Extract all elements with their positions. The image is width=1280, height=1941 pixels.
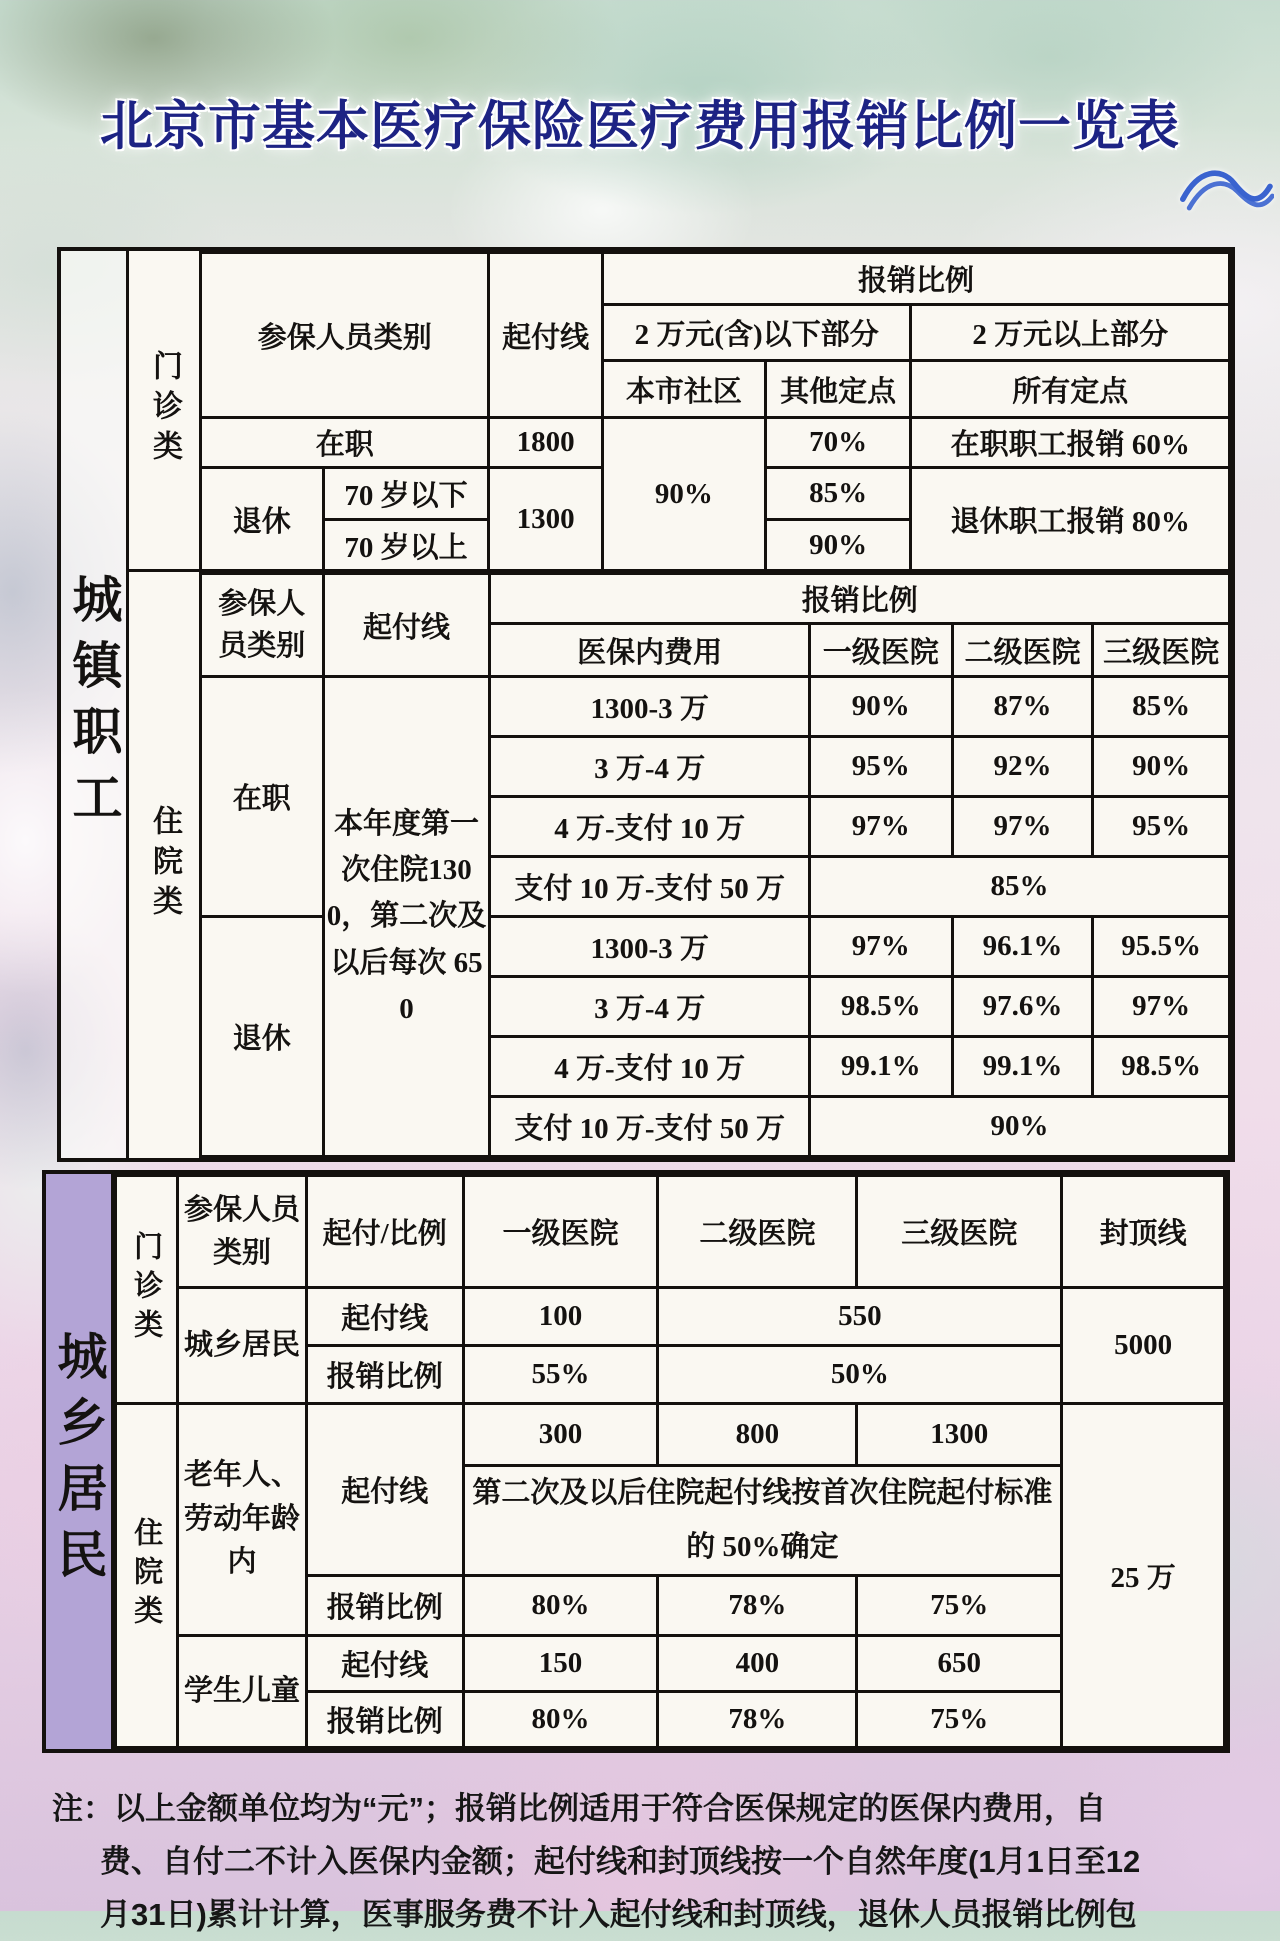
cell-students-label: 学生儿童 (178, 1636, 307, 1748)
cell-fee-range: 3 万-4 万 (490, 977, 810, 1037)
cell-ratio: 97% (809, 797, 952, 857)
cell-deductible-hosp2: 800 (658, 1404, 857, 1466)
cell-fee-range: 支付 10 万-支付 50 万 (490, 1097, 810, 1157)
cell-ratio: 97% (1093, 977, 1230, 1037)
cell-fee-range: 1300-3 万 (490, 677, 810, 737)
employee-inpatient-grid (199, 572, 1231, 1158)
cell-second-stay-note: 第二次及以后住院起付线按首次住院起付标准的 50%确定 (463, 1466, 1062, 1576)
footnote-line-1: 注：以上金额单位均为“元”；报销比例适用于符合医保规定的医保内费用，自 (52, 1791, 1106, 1826)
cell-deductible-label: 起付线 (306, 1404, 463, 1576)
cell-inpatient-cap: 25 万 (1062, 1404, 1225, 1748)
cell-ratio: 97% (809, 917, 952, 977)
cell-active-deductible: 1800 (489, 418, 603, 468)
cell-ratio: 92% (952, 737, 1093, 797)
page-title: 北京市基本医疗保险医疗费用报销比例一览表 (100, 97, 1180, 156)
cell-over70-other-ratio: 90% (765, 520, 911, 571)
header-hosp3: 三级医院 (857, 1176, 1062, 1288)
cell-fee-range: 4 万-支付 10 万 (490, 797, 810, 857)
cell-outpatient-cap: 5000 (1062, 1288, 1225, 1404)
header-person-category: 参保人员类别 (201, 574, 324, 677)
cell-active-all-ratio: 在职职工报销 60% (911, 418, 1230, 468)
header-reimbursement-ratio: 报销比例 (490, 574, 1230, 624)
inpatient-category-label: 住院类 (129, 572, 199, 1158)
cell-deductible-label: 起付线 (306, 1636, 463, 1692)
header-hosp1: 一级医院 (809, 624, 952, 677)
cell-deductible-hosp3: 650 (857, 1636, 1062, 1692)
cell-retired-deductible: 1300 (489, 468, 603, 571)
cell-deductible-hosp1: 100 (463, 1288, 658, 1346)
cell-deductible-hosp1: 300 (463, 1404, 658, 1466)
cell-fee-range: 3 万-4 万 (490, 737, 810, 797)
cell-fee-range: 1300-3 万 (490, 917, 810, 977)
header-hosp2: 二级医院 (952, 624, 1093, 677)
employee-outpatient-section (129, 251, 1231, 572)
resident-grid (114, 1174, 1226, 1749)
cell-ratio: 90% (1093, 737, 1230, 797)
cell-ratio-hosp3: 75% (857, 1576, 1062, 1636)
employee-outpatient-grid (199, 251, 1231, 572)
header-all-designated: 所有定点 (911, 361, 1230, 418)
cell-deductible-hosp2: 400 (658, 1636, 857, 1692)
cell-ratio-merged: 90% (809, 1097, 1229, 1157)
cell-ratio-hosp1: 80% (463, 1576, 658, 1636)
cell-deductible-hosp3: 1300 (857, 1404, 1062, 1466)
outpatient-category-label: 门诊类 (116, 1176, 178, 1404)
cell-ratio: 90% (809, 677, 952, 737)
cell-over70-label: 70 岁以上 (323, 520, 489, 571)
cell-deductible-merged: 550 (658, 1288, 1062, 1346)
header-threshold-ratio: 起付/比例 (306, 1176, 463, 1288)
header-person-category: 参保人员类别 (201, 253, 489, 418)
header-community: 本市社区 (602, 361, 765, 418)
outpatient-category-label: 门诊类 (129, 251, 199, 572)
cell-ratio-hosp2: 78% (658, 1692, 857, 1748)
header-hosp3: 三级医院 (1093, 624, 1230, 677)
resident-insurance-table (42, 1170, 1230, 1753)
inpatient-category-label: 住院类 (116, 1404, 178, 1748)
cell-community-ratio: 90% (602, 418, 765, 571)
footnote-line-3: 月31日)累计计算，医事服务费不计入起付线和封顶线，退休人员报销比例包 (100, 1897, 1137, 1932)
cell-retired-label: 退休 (201, 917, 324, 1157)
header-below-20k: 2 万元(含)以下部分 (602, 305, 910, 361)
cell-retired-all-ratio: 退休职工报销 80% (911, 468, 1230, 571)
cell-ratio: 98.5% (1093, 1037, 1230, 1097)
cell-resident-label: 城乡居民 (178, 1288, 307, 1404)
cell-ratio: 95% (809, 737, 952, 797)
cell-ratio: 96.1% (952, 917, 1093, 977)
employee-inpatient-section (129, 572, 1231, 1158)
cell-ratio: 85% (1093, 677, 1230, 737)
cell-fee-range: 支付 10 万-支付 50 万 (490, 857, 810, 917)
header-hosp2: 二级医院 (658, 1176, 857, 1288)
cell-ratio-merged: 50% (658, 1346, 1062, 1404)
cell-ratio-merged: 85% (809, 857, 1229, 917)
header-covered-fee: 医保内费用 (490, 624, 810, 677)
footnote-prefix: 注： (52, 1791, 114, 1826)
cell-elderly-label: 老年人、劳动年龄内 (178, 1404, 307, 1636)
cell-under70-other-ratio: 85% (765, 468, 911, 520)
cell-active-label: 在职 (201, 418, 489, 468)
header-deductible: 起付线 (489, 253, 603, 418)
cell-ratio-label: 报销比例 (306, 1346, 463, 1404)
cell-ratio: 97% (952, 797, 1093, 857)
header-reimbursement-ratio: 报销比例 (602, 253, 1229, 305)
cell-retired-label: 退休 (201, 468, 324, 571)
cell-ratio: 99.1% (952, 1037, 1093, 1097)
cell-active-label: 在职 (201, 677, 324, 917)
decorative-swirl-icon (1178, 162, 1274, 214)
cell-ratio: 95.5% (1093, 917, 1230, 977)
cell-ratio-hosp1: 55% (463, 1346, 658, 1404)
cell-ratio-label: 报销比例 (306, 1576, 463, 1636)
footnote-line-2: 费、自付二不计入医保内金额；起付线和封顶线按一个自然年度(1月1日至12 (100, 1844, 1141, 1879)
cell-ratio: 87% (952, 677, 1093, 737)
header-person-category: 参保人员类别 (178, 1176, 307, 1288)
cell-ratio: 98.5% (809, 977, 952, 1037)
cell-ratio-hosp3: 75% (857, 1692, 1062, 1748)
header-deductible: 起付线 (323, 574, 490, 677)
cell-under70-label: 70 岁以下 (323, 468, 489, 520)
cell-deductible-label: 起付线 (306, 1288, 463, 1346)
header-hosp1: 一级医院 (463, 1176, 658, 1288)
employee-group-label: 城镇职工 (61, 251, 129, 1158)
employee-insurance-table (57, 247, 1235, 1162)
resident-group-label: 城乡居民 (46, 1174, 114, 1749)
cell-ratio-hosp2: 78% (658, 1576, 857, 1636)
header-cap-line: 封顶线 (1062, 1176, 1225, 1288)
footnote (52, 1782, 1257, 1941)
cell-ratio-hosp1: 80% (463, 1692, 658, 1748)
cell-ratio-label: 报销比例 (306, 1692, 463, 1748)
header-above-20k: 2 万元以上部分 (911, 305, 1230, 361)
cell-ratio: 97.6% (952, 977, 1093, 1037)
cell-fee-range: 4 万-支付 10 万 (490, 1037, 810, 1097)
cell-deductible-hosp1: 150 (463, 1636, 658, 1692)
cell-ratio: 95% (1093, 797, 1230, 857)
cell-active-other-ratio: 70% (765, 418, 911, 468)
cell-deductible-note: 本年度第一次住院1300，第二次及以后每次 650 (323, 677, 490, 1157)
header-other-designated: 其他定点 (765, 361, 911, 418)
cell-ratio: 99.1% (809, 1037, 952, 1097)
